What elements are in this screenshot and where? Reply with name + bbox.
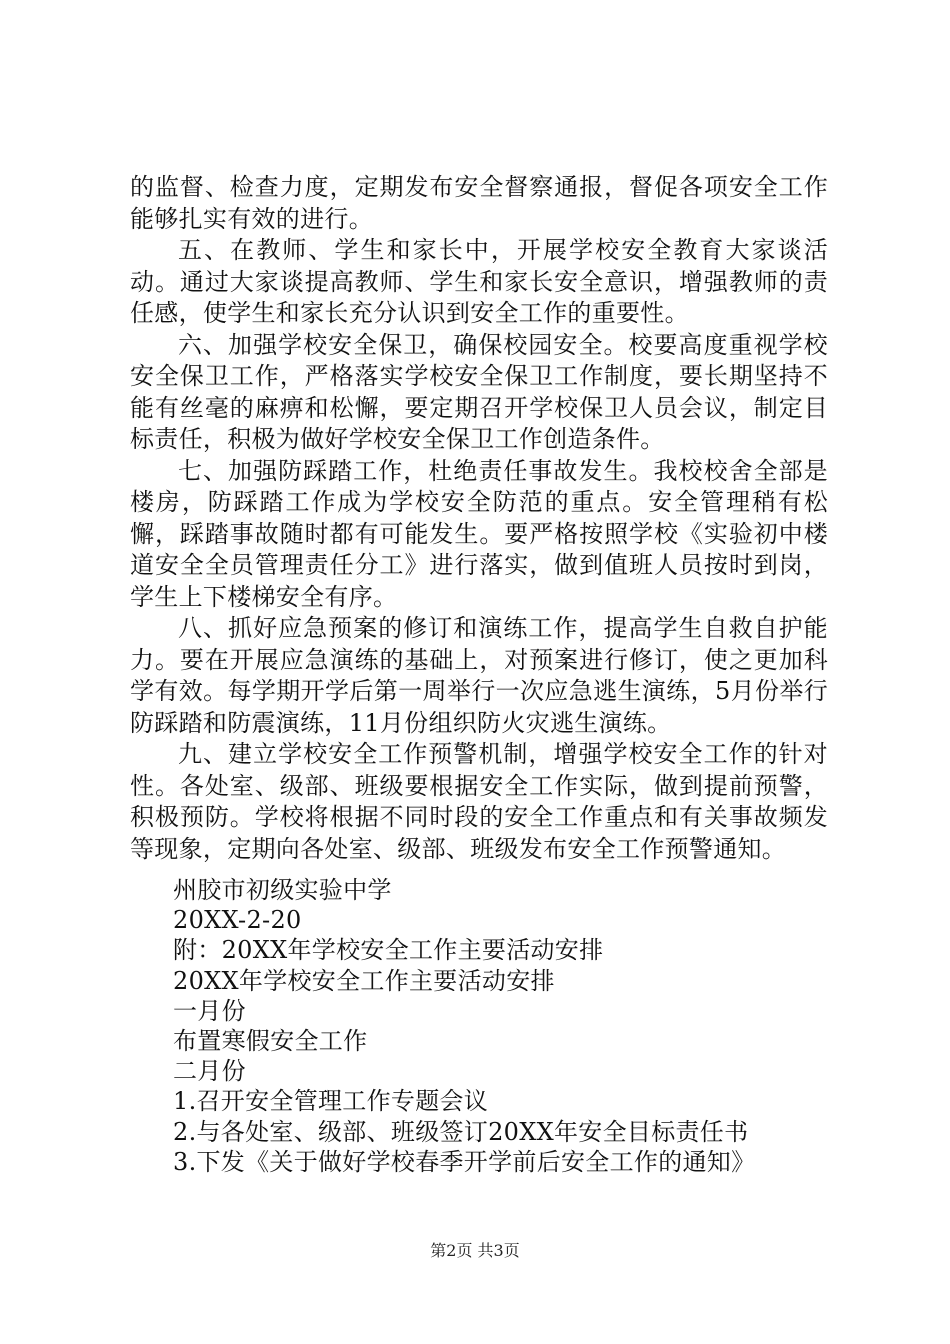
paragraph-section-5: 五、在教师、学生和家长中，开展学校安全教育大家谈活动。通过大家谈提高教师、学生和家长安全意识，增强教师的责任感，使学生和家长充分认识到安全工作的重要性。 — [130, 236, 828, 327]
page-footer: 第2页 共3页 — [430, 1241, 520, 1260]
paragraph-section-9: 九、建立学校安全工作预警机制，增强学校安全工作的针对性。各处室、级部、班级要根据安全工作实际，做到提前预警，积极预防。学校将根据不同时段的安全工作重点和有关事故频发等现象，定期向各处室、级部、班级发布安全工作预警通知。 — [130, 740, 828, 863]
month-heading-february: 二月份 — [173, 1057, 246, 1086]
appendix-title: 20XX年学校安全工作主要活动安排 — [173, 966, 555, 995]
paragraph-section-8: 八、抓好应急预案的修订和演练工作，提高学生自救自护能力。要在开展应急演练的基础上，对预案进行修订，使之更加科学有效。每学期开学后第一周举行一次应急逃生演练，5月份举行防踩踏和防震演练，11月份组织防火灾逃生演练。 — [130, 614, 828, 737]
month-heading-january: 一月份 — [173, 996, 246, 1025]
paragraph-section-7: 七、加强防踩踏工作，杜绝责任事故发生。我校校舍全部是楼房，防踩踏工作成为学校安全防范的重点。安全管理稍有松懈，踩踏事故随时都有可能发生。要严格按照学校《实验初中楼道安全全员管理责任分工》进行落实，做到值班人员按时到岗，学生上下楼梯安全有序。 — [130, 456, 828, 611]
february-item-3: 3.下发《关于做好学校春季开学前后安全工作的通知》 — [173, 1147, 756, 1176]
paragraph-continuation: 的监督、检查力度，定期发布安全督察通报，督促各项安全工作能够扎实有效的进行。 — [130, 173, 828, 233]
document-body — [130, 172, 828, 865]
signature-org: 州胶市初级实验中学 — [173, 876, 392, 904]
signature-date: 20XX-2-20 — [173, 906, 302, 935]
paragraph-section-6: 六、加强学校安全保卫，确保校园安全。校要高度重视学校安全保卫工作，严格落实学校安全保卫工作制度，要长期坚持不能有丝毫的麻痹和松懈，要定期召开学校保卫人员会议，制定目标责任，积极为做好学校安全保卫工作创造条件。 — [130, 330, 828, 453]
february-item-2: 2.与各处室、级部、班级签订20XX年安全目标责任书 — [173, 1117, 749, 1146]
january-item: 布置寒假安全工作 — [173, 1027, 368, 1056]
signature-and-appendix — [173, 875, 833, 1177]
february-item-1: 1.召开安全管理工作专题会议 — [173, 1087, 489, 1116]
attachment-line: 附：20XX年学校安全工作主要活动安排 — [173, 936, 604, 965]
